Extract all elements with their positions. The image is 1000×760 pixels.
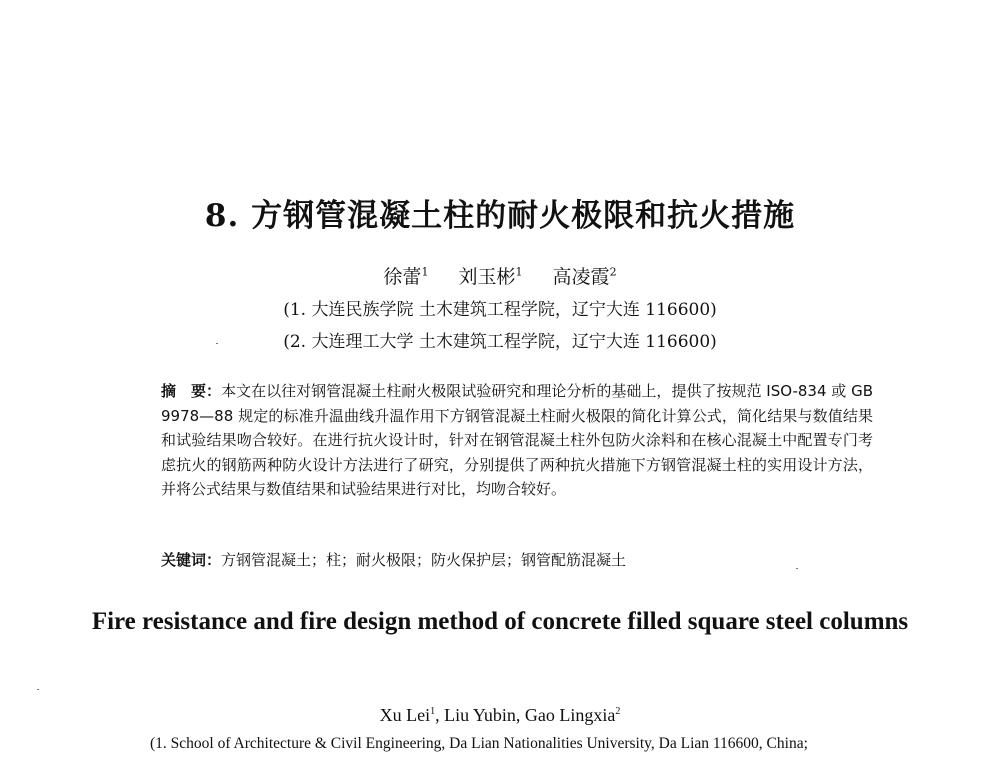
- author-cn-2-sup: 1: [515, 265, 523, 279]
- author-cn-1-name: 徐蕾: [383, 266, 422, 288]
- author-en-3-sup: 2: [615, 706, 621, 717]
- scan-speck: [37, 689, 39, 690]
- author-en-2-name: Liu Yubin: [444, 705, 516, 725]
- author-en-1-name: Xu Lei: [379, 705, 431, 725]
- affiliation-cn-1: (1. 大连民族学院 土木建筑工程学院，辽宁大连 116600): [283, 300, 717, 320]
- abstract-text: 本文在以往对钢管混凝土柱耐火极限试验研究和理论分析的基础上，提供了按规范 ISO-834 或 GB 9978—88 规定的标准升温曲线升温作用下方钢管混凝土柱耐火极限的简化计算公式，简化结果与数值结果和试验结果吻合较好。在进行抗火设计时，针对在钢管混凝土柱外包防火涂料和在核心混凝土中配置专门考虑抗火的钢筋两种防火设计方法进行了研究，分别提供了两种抗火措施下方钢管混凝土柱的实用设计方法，并将公式结果与数值结果和试验结果进行对比，均吻合较好。: [161, 382, 873, 498]
- author-en-1-sup: 1: [430, 706, 436, 717]
- author-en-3-name: Gao Lingxia: [524, 705, 616, 725]
- keywords-text: 方钢管混凝土；柱；耐火极限；防火保护层；钢管配筋混凝土: [221, 551, 627, 569]
- author-cn-1: [383, 266, 428, 288]
- authors-cn: [0, 262, 1000, 289]
- authors-en: [0, 705, 1000, 726]
- author-separator: ,: [515, 705, 525, 725]
- affiliation-cn-2: (2. 大连理工大学 土木建筑工程学院，辽宁大连 116600): [283, 332, 717, 352]
- author-cn-2-name: 刘玉彬: [458, 266, 516, 288]
- scan-speck: [216, 343, 218, 344]
- author-en-3: [525, 705, 620, 725]
- paper-title-en: Fire resistance and fire design method of concrete filled square steel columns: [91, 608, 909, 635]
- author-cn-3-name: 高凌霞: [552, 266, 610, 288]
- abstract: [161, 379, 873, 502]
- paper-title-cn: 8. 方钢管混凝土柱的耐火极限和抗火措施: [204, 198, 796, 234]
- scan-speck: [796, 568, 798, 569]
- abstract-label: 摘 要：: [161, 382, 222, 400]
- author-en-1: [380, 705, 435, 725]
- author-separator: ,: [435, 705, 445, 725]
- keywords: [161, 549, 626, 570]
- author-cn-2: [458, 266, 522, 288]
- affiliation-en-1: (1. School of Architecture & Civil Engineering, Da Lian Nationalities University, Da Lian 116600, China;: [150, 735, 808, 752]
- author-cn-1-sup: 1: [421, 265, 429, 279]
- author-cn-3: [553, 266, 617, 288]
- author-en-2: [444, 705, 516, 725]
- author-cn-3-sup: 2: [609, 265, 617, 279]
- keywords-label: 关键词：: [161, 551, 222, 569]
